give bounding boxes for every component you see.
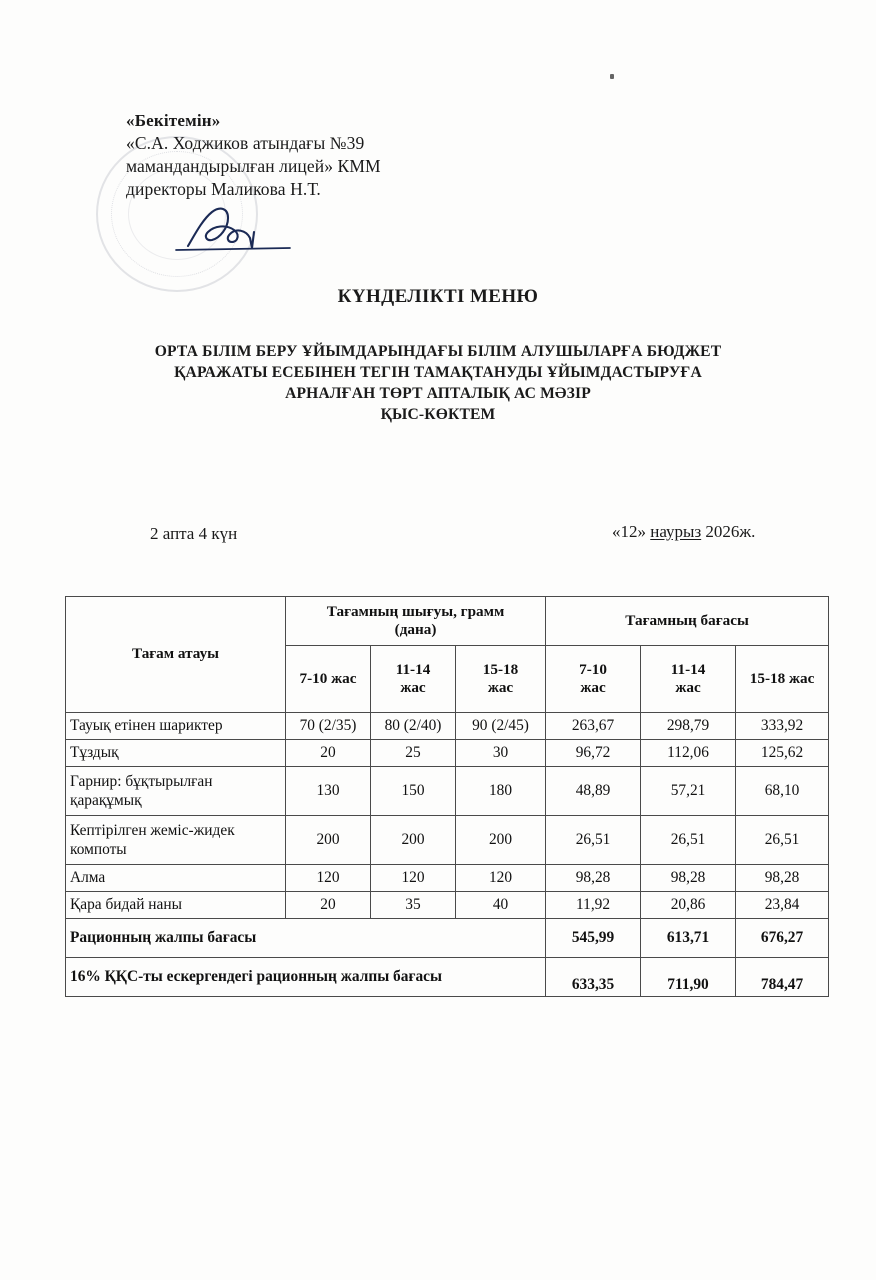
- cell-total-p-11-14: 613,71: [641, 919, 736, 958]
- cell-p-11-14: 112,06: [641, 740, 736, 767]
- col-header-output-11-14-l1: 11-14: [395, 660, 431, 678]
- cell-p-11-14: 298,79: [641, 713, 736, 740]
- document-date: [612, 522, 755, 542]
- cell-dish-name: Қара бидай наны: [66, 892, 286, 919]
- cell-total-p-11-14: 711,90: [641, 958, 736, 997]
- director-signature: [168, 196, 318, 258]
- table-row: [66, 740, 829, 767]
- cell-total-label: Рационның жалпы бағасы: [66, 919, 546, 958]
- cell-g-7-10: 70 (2/35): [286, 713, 371, 740]
- cell-g-7-10: 120: [286, 865, 371, 892]
- col-group-output: [286, 597, 546, 646]
- cell-p-11-14: 57,21: [641, 767, 736, 816]
- cell-total-p-7-10: 545,99: [546, 919, 641, 958]
- approval-block: [126, 110, 546, 200]
- cell-g-11-14: 25: [371, 740, 456, 767]
- approval-line-4: директоры Маликова Н.Т.: [126, 178, 321, 199]
- table-total-row: [66, 958, 829, 997]
- cell-g-15-18: 200: [456, 816, 546, 865]
- menu-table: [65, 596, 829, 997]
- table-row: [66, 767, 829, 816]
- cell-p-7-10: 263,67: [546, 713, 641, 740]
- subtitle-line-4: ҚЫС-КӨКТЕМ: [380, 405, 496, 423]
- cell-g-15-18: 90 (2/45): [456, 713, 546, 740]
- page-title: КҮНДЕЛІКТІ МЕНЮ: [337, 286, 539, 307]
- cell-total-p-15-18: 676,27: [736, 919, 829, 958]
- cell-g-7-10: 20: [286, 892, 371, 919]
- cell-g-7-10: 130: [286, 767, 371, 816]
- cell-total-p-7-10: 633,35: [546, 958, 641, 997]
- approval-line-3: мамандандырылған лицей» КММ: [126, 155, 381, 176]
- cell-dish-name: Кептірілген жеміс-жидек компоты: [66, 816, 286, 865]
- cell-p-15-18: 125,62: [736, 740, 829, 767]
- date-year: 2026ж.: [705, 522, 756, 541]
- col-header-price-11-14-l1: 11-14: [670, 660, 706, 678]
- cell-p-11-14: 26,51: [641, 816, 736, 865]
- cell-g-15-18: 40: [456, 892, 546, 919]
- cell-p-11-14: 98,28: [641, 865, 736, 892]
- col-header-output-11-14: [371, 646, 456, 713]
- col-header-output-7-10: 7-10 жас: [286, 646, 371, 713]
- cell-dish-name: Тауық етінен шариктер: [66, 713, 286, 740]
- cell-p-15-18: 98,28: [736, 865, 829, 892]
- col-header-price-7-10-l2: жас: [580, 679, 606, 696]
- cell-p-11-14: 20,86: [641, 892, 736, 919]
- table-row: [66, 816, 829, 865]
- approval-line-1: «Бекітемін»: [126, 111, 221, 130]
- table-row: [66, 713, 829, 740]
- col-header-dish-name: Тағам атауы: [66, 597, 286, 713]
- col-header-output-15-18: [456, 646, 546, 713]
- cell-p-15-18: 26,51: [736, 816, 829, 865]
- cell-dish-name: Гарнир: бұқтырылған қарақұмық: [66, 767, 286, 816]
- date-prefix: «12»: [612, 522, 646, 541]
- subtitle-line-2: ҚАРАЖАТЫ ЕСЕБІНЕН ТЕГІН ТАМАҚТАНУДЫ ҰЙЫМДАСТЫРУҒА: [174, 363, 702, 381]
- col-header-output-11-14-l2: жас: [400, 679, 426, 696]
- table-row: [66, 865, 829, 892]
- col-header-price-15-18: 15-18 жас: [736, 646, 829, 713]
- cell-g-11-14: 80 (2/40): [371, 713, 456, 740]
- col-header-price-11-14: [641, 646, 736, 713]
- cell-p-7-10: 96,72: [546, 740, 641, 767]
- cell-g-11-14: 35: [371, 892, 456, 919]
- cell-p-15-18: 68,10: [736, 767, 829, 816]
- cell-dish-name: Алма: [66, 865, 286, 892]
- col-header-price-7-10: [546, 646, 641, 713]
- col-header-price-11-14-l2: жас: [675, 679, 701, 696]
- subtitle-line-3: АРНАЛҒАН ТӨРТ АПТАЛЫҚ АС МӘЗІР: [285, 384, 591, 402]
- col-group-price: Тағамның бағасы: [546, 597, 829, 646]
- table-header-group-row: [66, 597, 829, 646]
- table-body: [66, 713, 829, 997]
- scan-artifact-speck: [610, 74, 614, 79]
- cell-p-7-10: 11,92: [546, 892, 641, 919]
- col-header-price-7-10-l1: 7-10: [579, 660, 607, 678]
- col-group-output-line1: Тағамның шығуы, грамм: [326, 602, 505, 620]
- col-group-output-line2: (дана): [394, 621, 437, 638]
- cell-p-15-18: 23,84: [736, 892, 829, 919]
- cell-g-7-10: 20: [286, 740, 371, 767]
- cell-g-15-18: 30: [456, 740, 546, 767]
- table-row: [66, 892, 829, 919]
- cell-g-11-14: 150: [371, 767, 456, 816]
- cell-p-15-18: 333,92: [736, 713, 829, 740]
- table-total-row: [66, 919, 829, 958]
- cell-total-p-15-18: 784,47: [736, 958, 829, 997]
- cell-g-11-14: 200: [371, 816, 456, 865]
- subtitle-line-1: ОРТА БІЛІМ БЕРУ ҰЙЫМДАРЫНДАҒЫ БІЛІМ АЛУШЫЛАРҒА БЮДЖЕТ: [154, 343, 722, 360]
- cell-p-7-10: 26,51: [546, 816, 641, 865]
- cell-g-11-14: 120: [371, 865, 456, 892]
- cell-dish-name: Тұздық: [66, 740, 286, 767]
- cell-p-7-10: 48,89: [546, 767, 641, 816]
- date-month: наурыз: [650, 522, 702, 541]
- cell-total-label: 16% ҚҚС-ты ескергендегі рационның жалпы бағасы: [66, 958, 546, 997]
- approval-line-2: «С.А. Ходжиков атындағы №39: [126, 133, 365, 154]
- col-header-output-15-18-l1: 15-18: [482, 660, 519, 678]
- col-header-output-15-18-l2: жас: [487, 679, 514, 696]
- cell-p-7-10: 98,28: [546, 865, 641, 892]
- table-head: [66, 597, 829, 713]
- cell-g-15-18: 120: [456, 865, 546, 892]
- cell-g-15-18: 180: [456, 767, 546, 816]
- document-subtitle: [0, 342, 876, 426]
- week-day-label: 2 апта 4 күн: [150, 524, 238, 543]
- menu-table-container: [65, 596, 828, 997]
- cell-g-7-10: 200: [286, 816, 371, 865]
